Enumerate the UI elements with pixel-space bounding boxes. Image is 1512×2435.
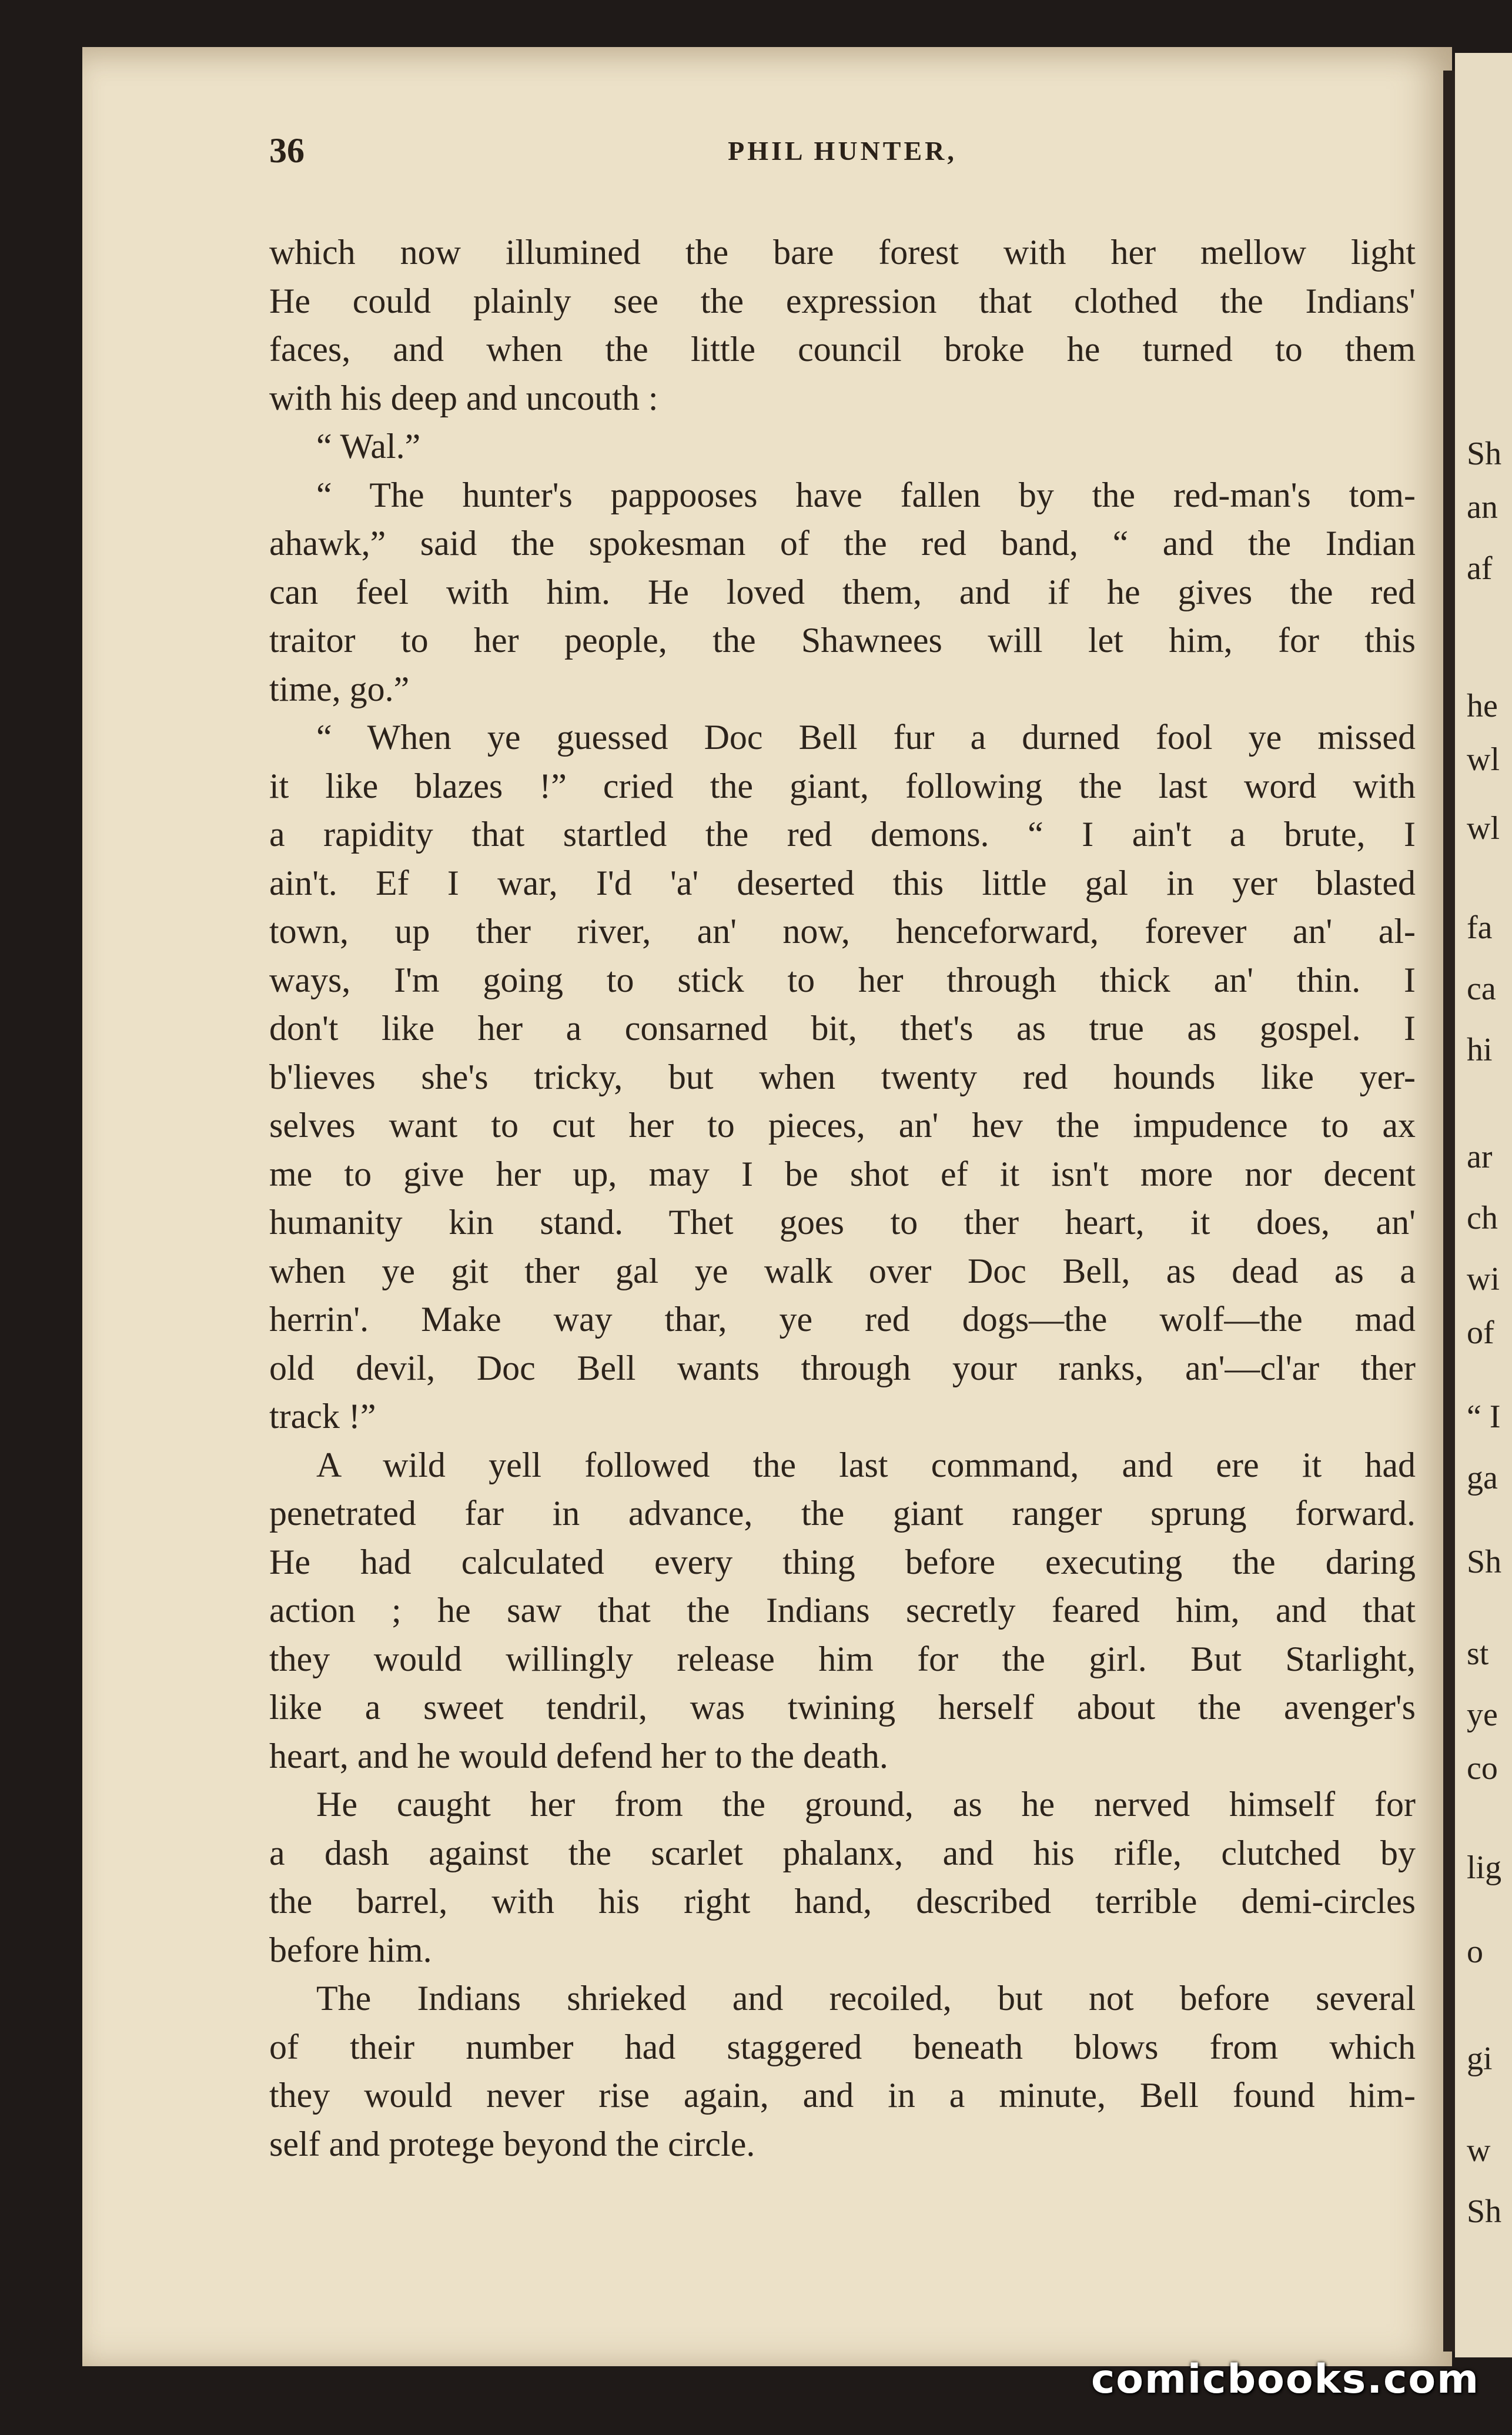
text-line: it like blazes !” cried the giant, following the last word with (269, 766, 1416, 805)
facing-page-fragment: ar (1467, 1139, 1493, 1175)
text-line: old devil, Doc Bell wants through your ranks, an'—cl'ar ther (269, 1348, 1416, 1387)
text-line: He caught her from the ground, as he nerved himself for (316, 1785, 1416, 1824)
text-line: faces, and when the little council broke he turned to them (269, 330, 1416, 369)
facing-page-edge (1455, 53, 1512, 2357)
text-line: “ The hunter's pappooses have fallen by the red-man's tom- (316, 475, 1416, 514)
watermark: comicbooks.com (1090, 2356, 1480, 2403)
facing-page-fragment: gi (1467, 2041, 1493, 2077)
text-line: “ Wal.” (316, 427, 421, 466)
text-line: b'lieves she's tricky, but when twenty red hounds like yer- (269, 1057, 1416, 1096)
text-line: self and protege beyond the circle. (269, 2124, 755, 2163)
text-line: traitor to her people, the Shawnees will let him, for this (269, 621, 1416, 660)
text-line: ways, I'm going to stick to her through thick an' thin. I (269, 960, 1416, 999)
facing-page-fragment: af (1467, 550, 1493, 587)
body-text (269, 228, 1416, 2168)
facing-page-fragment: wi (1467, 1261, 1500, 1297)
text-line: with his deep and uncouth : (269, 378, 658, 417)
facing-page-fragment: ca (1467, 971, 1496, 1007)
text-line: when ye git ther gal ye walk over Doc Bell, as dead as a (269, 1251, 1416, 1290)
text-line: don't like her a consarned bit, thet's as true as gospel. I (269, 1009, 1416, 1048)
text-line: action ; he saw that the Indians secretly feared him, and that (269, 1591, 1416, 1630)
facing-page-fragment: Sh (1467, 436, 1502, 472)
page-number: 36 (269, 131, 305, 170)
facing-page-fragment: fa (1467, 909, 1493, 946)
text-line: town, up ther river, an' now, henceforward, forever an' al- (269, 912, 1416, 951)
facing-page-fragment: hi (1467, 1032, 1493, 1068)
text-line: a rapidity that startled the red demons. “ I ain't a brute, I (269, 815, 1416, 854)
text-line: they would never rise again, and in a minute, Bell found him- (269, 2076, 1416, 2115)
facing-page-fragment: w (1467, 2132, 1491, 2169)
text-line: penetrated far in advance, the giant ranger sprung forward. (269, 1494, 1416, 1533)
text-line: time, go.” (269, 669, 410, 708)
facing-page-fragment: of (1467, 1315, 1494, 1351)
text-line: the barrel, with his right hand, described terrible demi-circles (269, 1882, 1416, 1921)
facing-page-fragment: ch (1467, 1200, 1498, 1236)
text-line: A wild yell followed the last command, and ere it had (316, 1445, 1416, 1484)
text-line: heart, and he would defend her to the death. (269, 1736, 888, 1775)
facing-page-fragment: he (1467, 688, 1498, 724)
facing-page-fragment: wl (1467, 810, 1500, 847)
facing-page-fragment: ye (1467, 1697, 1498, 1733)
facing-page-fragment: an (1467, 489, 1498, 526)
text-line: ain't. Ef I war, I'd 'a' deserted this little gal in yer blasted (269, 863, 1416, 902)
text-line: ahawk,” said the spokesman of the red band, “ and the Indian (269, 524, 1416, 563)
page-header (269, 131, 1416, 178)
text-line: of their number had staggered beneath blows from which (269, 2027, 1416, 2066)
text-line: selves want to cut her to pieces, an' hev the impudence to ax (269, 1106, 1416, 1145)
running-head: PHIL HUNTER, (728, 136, 957, 166)
text-line: He could plainly see the expression that clothed the Indians' (269, 281, 1416, 320)
text-line: they would willingly release him for the girl. But Starlight, (269, 1639, 1416, 1678)
facing-page-fragment: o (1467, 1934, 1483, 1970)
facing-page-fragment: “ I (1467, 1399, 1501, 1435)
facing-page-fragment: Sh (1467, 2193, 1502, 2230)
text-line: before him. (269, 1930, 432, 1969)
facing-page-fragment: co (1467, 1750, 1498, 1787)
text-line: herrin'. Make way thar, ye red dogs—the wolf—the mad (269, 1300, 1416, 1339)
facing-page-fragment: Sh (1467, 1544, 1502, 1580)
facing-page-fragment: ga (1467, 1460, 1498, 1496)
text-line: humanity kin stand. Thet goes to ther heart, it does, an' (269, 1203, 1416, 1242)
text-line: like a sweet tendril, was twining herself about the avenger's (269, 1688, 1416, 1727)
text-line: track !” (269, 1397, 376, 1436)
text-line: which now illumined the bare forest with her mellow light (269, 233, 1416, 272)
facing-page-fragment: st (1467, 1635, 1489, 1672)
facing-page-fragment: wl (1467, 741, 1500, 778)
text-line: a dash against the scarlet phalanx, and his rifle, clutched by (269, 1833, 1416, 1872)
text-line: can feel with him. He loved them, and if he gives the red (269, 572, 1416, 611)
text-line: “ When ye guessed Doc Bell fur a durned fool ye missed (316, 718, 1416, 757)
text-line: He had calculated every thing before executing the daring (269, 1542, 1416, 1581)
text-line: The Indians shrieked and recoiled, but not before several (316, 1979, 1416, 2018)
facing-page-fragment: lig (1467, 1849, 1502, 1886)
book-gutter (1443, 71, 1455, 2352)
text-line: me to give her up, may I be shot ef it isn't more nor decent (269, 1154, 1416, 1193)
